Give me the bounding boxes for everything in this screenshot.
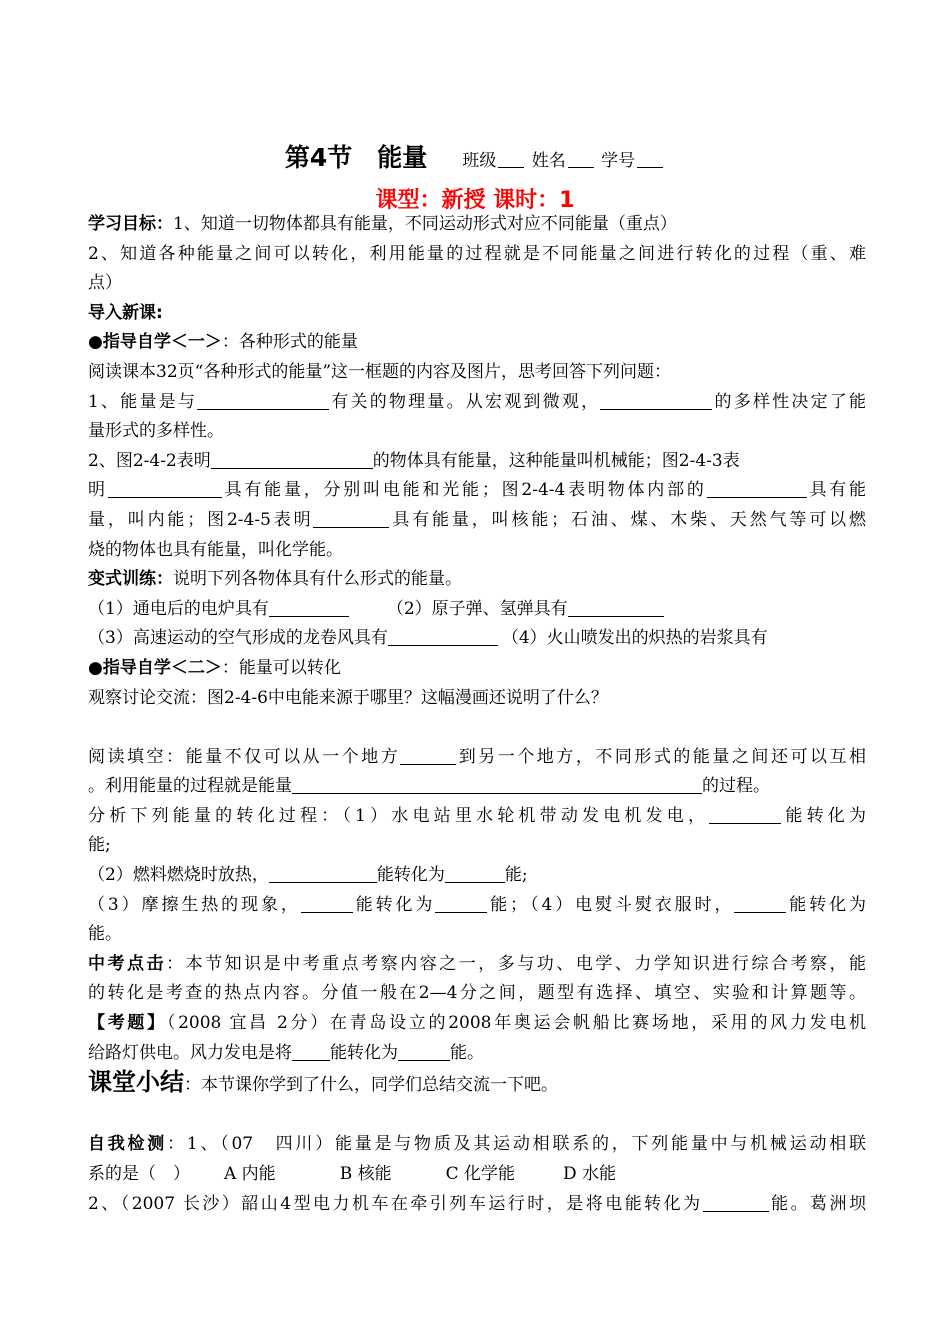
fill-text-a: 阅读填空：能量不仅可以从一个地方 (88, 746, 401, 767)
objectives-label: 学习目标： (88, 214, 173, 234)
exam-text-1: ：本节知识是中考重点考察内容之一，多与功、电学、力学知识进行综合考察，能 (166, 953, 867, 974)
training-blank-1[interactable] (269, 596, 349, 617)
training-item-4: （4）火山喷发出的炽热的岩浆具有 (501, 628, 768, 649)
summary-line (88, 1068, 866, 1101)
class-label: 班级 (462, 151, 497, 171)
name-blank[interactable] (568, 150, 594, 168)
training-item-3: （3）高速运动的空气形成的龙卷风具有 (88, 628, 388, 649)
student-info (462, 151, 665, 171)
training-intro: 说明下列各物体具有什么形式的能量。 (173, 569, 462, 590)
q2-text-c: 明 (88, 480, 108, 501)
q2-blank-4[interactable] (313, 507, 389, 528)
question-2-line-4: 烧的物体也具有能量，叫化学能。 (88, 539, 343, 560)
q1-blank-1[interactable] (197, 389, 329, 410)
content (88, 210, 866, 1219)
self-check-q1: ：1、（07 四川）能量是与物质及其运动相联系的，下列能量中与机械运动相联 (167, 1134, 867, 1155)
fill-line-2 (88, 772, 866, 802)
page-title: 第4节 能量 (284, 143, 428, 172)
objective-line-1 (88, 210, 866, 240)
fuel-line (88, 861, 866, 891)
training-row-1 (88, 595, 866, 625)
friction-line-1 (88, 891, 866, 921)
q2-text-e: 具有能 (806, 480, 867, 501)
exam-question-text: （2008 宜昌 2分）在青岛设立的2008年奥运会帆船比赛场地，采用的风力发电机 (166, 1013, 867, 1034)
self-check-blank-1[interactable] (703, 1191, 769, 1212)
fill-text-b: 到另一个地方，不同形式的能量之间还可以互相 (456, 746, 867, 767)
q2-text-g: 具有能量，叫核能；石油、煤、木柴、天然气等可以燃 (389, 509, 866, 530)
option-d[interactable]: D 水能 (563, 1164, 617, 1184)
self-check-q1-b: 系的是（ ） (88, 1164, 190, 1184)
guide1-reading: 阅读课本32页“各种形式的能量”这一框题的内容及图片，思考回答下列问题： (88, 361, 672, 382)
fill-text-d: 的过程。 (702, 776, 770, 797)
training-item-2: （2）原子弹、氢弹具有 (386, 598, 568, 619)
friction-text-b: 能转化为 (352, 894, 436, 915)
q1-text-b: 有关的物理量。从宏观到微观， (329, 391, 601, 412)
friction-blank-3[interactable] (734, 892, 786, 913)
fill-line-1 (88, 743, 866, 773)
training-row-2 (88, 624, 866, 654)
exam-question-line-1 (88, 1009, 866, 1039)
q1-blank-2[interactable] (600, 389, 712, 410)
blank-line-2 (88, 1101, 866, 1131)
number-blank[interactable] (637, 150, 663, 168)
friction-blank-1[interactable] (301, 892, 353, 913)
objective-line-3: 点） (88, 273, 122, 294)
fuel-blank-1[interactable] (269, 862, 377, 883)
exam-line-2: 的转化是考查的热点内容。分值一般在2—4分之间，题型有选择、填空、实验和计算题等。 (88, 983, 866, 1004)
training-blank-3[interactable] (388, 625, 498, 646)
friction-line-2: 能。 (88, 924, 122, 945)
exam-blank-2[interactable] (398, 1040, 450, 1061)
option-a[interactable]: A 内能 (224, 1164, 276, 1184)
blank-line (88, 713, 866, 743)
exam-q-text-d: 能。 (450, 1042, 484, 1063)
training-item-1: （1）通电后的电炉具有 (88, 598, 269, 619)
title-row (0, 138, 950, 174)
friction-blank-2[interactable] (435, 892, 487, 913)
fill-text-c: 。利用能量的过程就是能量 (88, 776, 292, 797)
self-check-q2-b: 能。葛洲坝 (768, 1193, 866, 1214)
fill-blank-2[interactable] (292, 773, 702, 794)
guide1-heading (88, 328, 866, 358)
analyze-line-1 (88, 802, 866, 832)
q2-blank-3[interactable] (707, 477, 807, 498)
self-check-label: 自我检测 (88, 1134, 168, 1155)
option-b[interactable]: B 核能 (339, 1164, 392, 1184)
training-blank-2[interactable] (568, 596, 664, 617)
fill-blank-1[interactable] (400, 744, 456, 765)
fuel-text-b: 能转化为 (376, 865, 445, 886)
analyze-text-b: 能转化为 (781, 805, 866, 826)
guide2-topic: ：能量可以转化 (221, 657, 341, 678)
exam-blank-1[interactable] (292, 1040, 330, 1061)
q1-text-a: 1、能量是与 (88, 391, 198, 412)
q2-text-a: 2、图2-4-2表明 (88, 450, 211, 471)
training-heading (88, 565, 866, 595)
friction-text-a: （3）摩擦生热的现象， (88, 894, 301, 915)
analyze-blank-1[interactable] (709, 803, 781, 824)
exam-q-text-c: 能转化为 (330, 1042, 398, 1063)
option-c[interactable]: C 化学能 (445, 1164, 516, 1184)
self-check-q2: 2、（2007 长沙）韶山4型电力机车在牵引列车运行时，是将电能转化为 (88, 1193, 703, 1214)
analyze-line-2: 能; (88, 835, 111, 856)
number-label: 学号 (601, 151, 636, 171)
q2-blank-1[interactable] (211, 448, 373, 469)
name-label: 姓名 (531, 151, 566, 171)
question-2-line-1 (88, 447, 866, 477)
guide1-label: ●指导自学＜一＞ (88, 332, 222, 353)
guide2-observe: 观察讨论交流：图2-4-6中电能来源于哪里？这幅漫画还说明了什么？ (88, 687, 608, 708)
guide2-label: ●指导自学＜二＞ (88, 657, 222, 678)
q2-text-b: 的物体具有能量，这种能量叫机械能；图2-4-3表 (372, 450, 740, 471)
training-label: 变式训练： (88, 569, 173, 590)
intro-heading: 导入新课: (88, 302, 163, 323)
fuel-text-c: 能; (504, 865, 528, 886)
question-1-line-2: 量形式的多样性。 (88, 421, 224, 442)
self-check-line-3 (88, 1190, 866, 1220)
question-2-line-2 (88, 476, 866, 506)
q2-text-f: 量，叫内能；图2-4-5表明 (88, 509, 314, 530)
q2-text-d: 具有能量，分别叫电能和光能；图2-4-4表明物体内部的 (221, 480, 707, 501)
objective-line-2: 2、知道各种能量之间可以转化，利用能量的过程就是不同能量之间进行转化的过程（重、难 (88, 243, 866, 264)
objective-1: 1、知道一切物体都具有能量，不同运动形式对应不同能量（重点） (173, 214, 677, 234)
summary-text: ：本节课你学到了什么，同学们总结交流一下吧。 (184, 1075, 558, 1096)
self-check-line-1 (88, 1130, 866, 1160)
friction-text-d: 能转化为 (786, 894, 867, 915)
exam-label: 中考点击 (88, 953, 167, 974)
friction-text-c: 能；（4）电熨斗熨衣服时， (487, 894, 735, 915)
guide2-heading (88, 654, 866, 684)
guide1-topic: ：各种形式的能量 (221, 332, 358, 353)
fuel-text-a: （2）燃料燃烧时放热， (88, 865, 269, 886)
fuel-blank-2[interactable] (445, 862, 505, 883)
q2-blank-2[interactable] (108, 477, 222, 498)
exam-question-line-2 (88, 1039, 866, 1069)
exam-q-text-b: 给路灯供电。风力发电是将 (88, 1042, 292, 1063)
lesson-type: 课型：新授 课时：1 (375, 188, 575, 213)
exam-question-label: 【考题】 (88, 1013, 167, 1034)
summary-label: 课堂小结 (88, 1068, 184, 1097)
analyze-text-a: 分析下列能量的转化过程：（1）水电站里水轮机带动发电机发电， (88, 805, 710, 826)
exam-line-1 (88, 950, 866, 980)
class-blank[interactable] (498, 150, 524, 168)
q1-text-c: 的多样性决定了能 (712, 391, 866, 412)
self-check-line-2 (88, 1160, 866, 1190)
question-1-line-1 (88, 388, 866, 418)
question-2-line-3 (88, 506, 866, 536)
